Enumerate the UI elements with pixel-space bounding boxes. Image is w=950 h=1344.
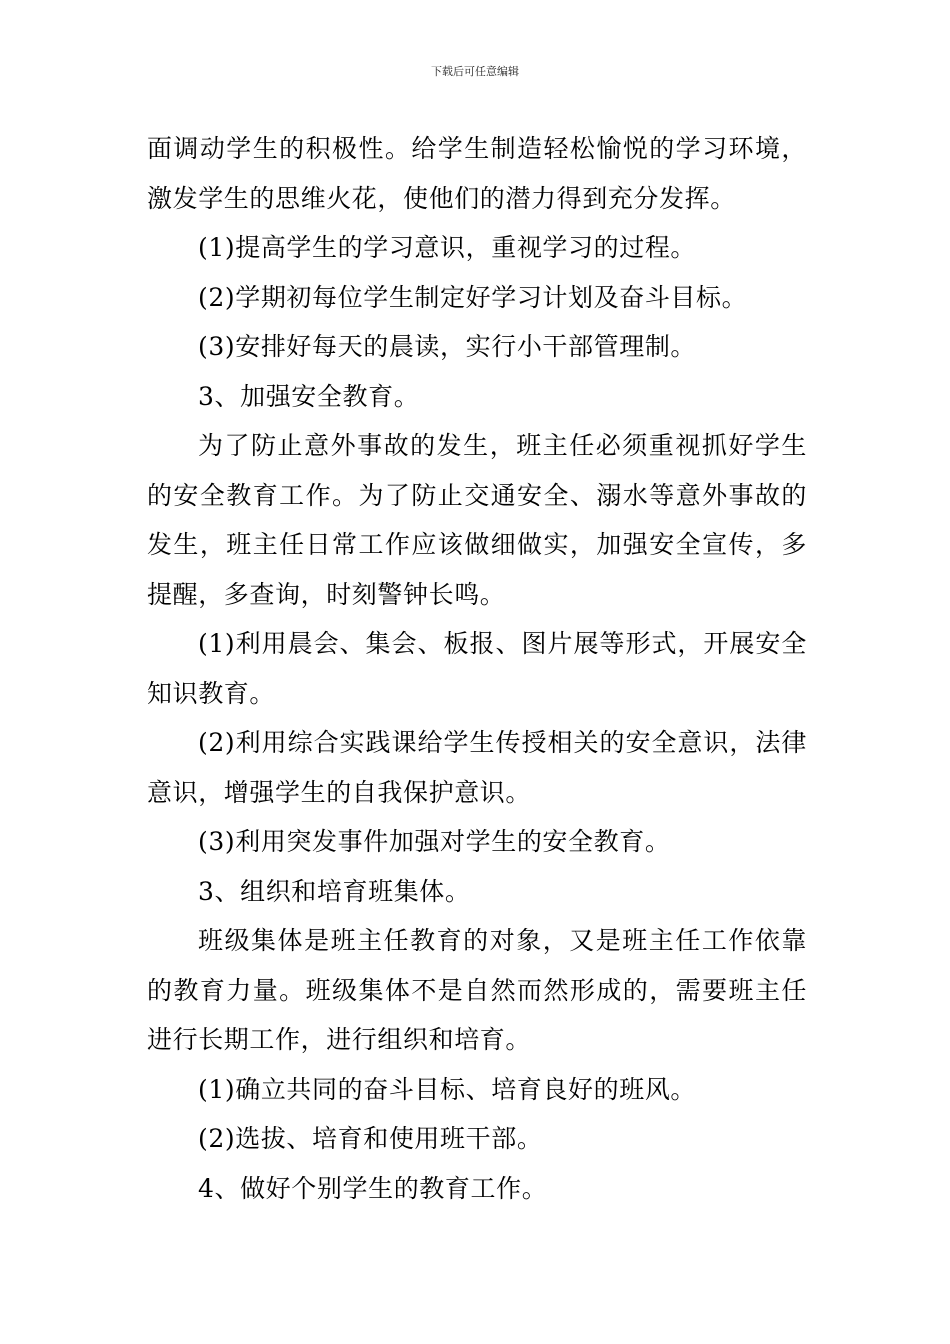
section-heading-safety: 3、加强安全教育。 [198, 381, 420, 411]
paragraph-12: (1)确立共同的奋斗目标、培育良好的班风。 [198, 1074, 697, 1104]
paragraph-13: (2)选拔、培育和使用班干部。 [198, 1124, 543, 1153]
paragraph-7: (1)利用晨会、集会、板报、图片展等形式，开展安全知识教育。 [147, 629, 807, 708]
paragraph-9: (3)利用突发事件加强对学生的安全教育。 [198, 827, 671, 856]
page-header: 下载后可任意编辑 [431, 65, 519, 78]
paragraph-8: (2)利用综合实践课给学生传授相关的安全意识，法律意识，增强学生的自我保护意识。 [147, 728, 807, 807]
paragraph-1: 面调动学生的积极性。给学生制造轻松愉悦的学习环境，激发学生的思维火花，使他们的潜力得到充分发挥。 [147, 134, 807, 213]
paragraph-6: 为了防止意外事故的发生，班主任必须重视抓好学生的安全教育工作。为了防止交通安全、溺水等意外事故的发生，班主任日常工作应该做细做实，加强安全宣传，多提醒，多查询，时刻警钟长鸣。 [147, 431, 807, 609]
paragraph-11: 班级集体是班主任教育的对象，又是班主任工作依靠的教育力量。班级集体不是自然而然形成的，需要班主任进行长期工作，进行组织和培育。 [147, 926, 807, 1054]
section-heading-class-collective: 3、组织和培育班集体。 [198, 876, 471, 906]
document-body [147, 124, 807, 1213]
paragraph-4: (3)安排好每天的晨读，实行小干部管理制。 [198, 332, 697, 361]
paragraph-3: (2)学期初每位学生制定好学习计划及奋斗目标。 [198, 282, 748, 312]
paragraph-2: (1)提高学生的学习意识，重视学习的过程。 [198, 233, 697, 262]
section-heading-individual: 4、做好个别学生的教育工作。 [198, 1173, 548, 1203]
